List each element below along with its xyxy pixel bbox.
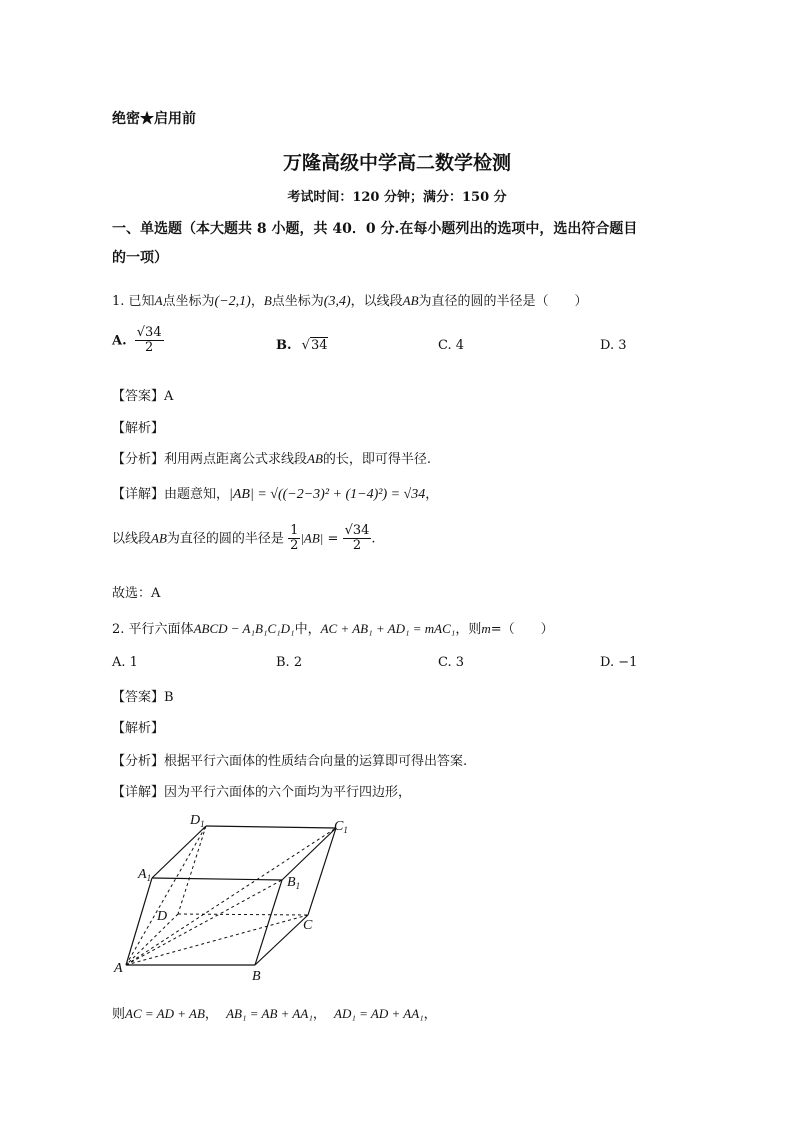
stem-text: ， — [250, 294, 264, 309]
option-label: A. — [112, 333, 127, 349]
confidential-label: 绝密★启用前 — [112, 111, 196, 127]
section-heading-line2: 的一项） — [112, 250, 168, 266]
q2-option-d: D. −1 — [600, 655, 638, 670]
fenxi-part: 的长，即可得半径. — [322, 452, 432, 467]
option-a — [112, 326, 164, 356]
stem-text: 已知 — [128, 294, 155, 309]
label-b1: $B_1$ — [287, 875, 301, 891]
question-number: 2. — [112, 622, 125, 637]
relation-ac: AC = AD + AB — [125, 1006, 205, 1021]
fraction-denominator: 2 — [145, 340, 154, 356]
fenxi-text — [112, 448, 431, 467]
point-a-coords: (−2,1) — [214, 294, 251, 309]
edge-dc — [178, 914, 308, 915]
label-b: B — [252, 969, 261, 984]
relation-ab1: AB₁ = AB + AA₁ — [226, 1006, 313, 1021]
question-1-stem — [112, 290, 588, 310]
section-heading-line1: 一、单选题（本大题共 8 小题，共 40．0 分.在每小题列出的选项中，选出符合题目 — [112, 221, 638, 237]
detail-text — [112, 483, 438, 503]
fraction-denominator: 2 — [290, 538, 299, 554]
answer-label: 【答案】A — [112, 389, 174, 404]
radius-line — [112, 524, 376, 554]
fenxi-part: 【分析】利用两点距离公式求线段 — [112, 452, 308, 467]
option-b: B. √34 — [276, 338, 328, 353]
label-d1: $D_1$ — [190, 813, 205, 829]
variable-m: m — [481, 621, 491, 636]
point-b: B — [263, 293, 272, 308]
page-title: 万隆高级中学高二数学检测 — [282, 152, 511, 174]
analysis-label: 【解析】 — [112, 421, 165, 436]
option-d: D. 3 — [600, 338, 627, 353]
stem-text: ，以线段 — [350, 294, 403, 309]
text: 以线段 — [112, 531, 152, 547]
vector-equation: AC + AB₁ + AD₁ = mAC₁ — [320, 621, 456, 636]
text: ， — [423, 1007, 437, 1022]
question-2-stem — [112, 618, 554, 637]
segment-ab: AB — [307, 451, 323, 466]
stem-text: 点坐标为 — [162, 294, 215, 309]
fraction-numerator: √34 — [344, 523, 370, 538]
option-c: C. 4 — [438, 338, 465, 353]
label-c1: $C_1$ — [334, 819, 348, 835]
segment-ab: AB — [151, 530, 167, 546]
point-b-coords: (3,4) — [323, 294, 351, 309]
sqrt-value: 34 — [310, 338, 328, 353]
stem-text: 平行六面体 — [128, 622, 194, 637]
stem-text: 点坐标为 — [271, 294, 324, 309]
text: 则 — [112, 1007, 126, 1022]
text: ， — [312, 1007, 326, 1022]
parallelepiped-figure — [110, 808, 370, 986]
q2-option-b: B. 2 — [276, 655, 303, 670]
q2-detail-text: 【详解】因为平行六面体的六个面均为平行四边形， — [112, 785, 412, 800]
stem-text: =（ ） — [490, 622, 554, 637]
text: 为直径的圆的半径是 — [166, 531, 284, 547]
q2-option-a: A. 1 — [112, 655, 138, 670]
diag-ac1 — [126, 828, 336, 965]
choose-text: 故选：A — [112, 586, 161, 601]
segment-ab: AB — [402, 293, 419, 308]
label-a: A — [114, 961, 123, 976]
edge-d1a1 — [152, 826, 206, 878]
detail-part: 【详解】由题意知， — [112, 487, 230, 502]
diag-ad1 — [126, 826, 206, 965]
q2-answer-label: 【答案】B — [112, 690, 174, 705]
edge-d1c1 — [206, 826, 336, 828]
label-d: D — [157, 909, 168, 924]
question-number: 1. — [112, 294, 125, 309]
detail-part: ， — [425, 487, 439, 502]
q2-option-c: C. 3 — [438, 655, 465, 670]
label-a1: $A_1$ — [138, 867, 152, 883]
vector-relations — [112, 1003, 437, 1022]
equals: = — [327, 531, 339, 547]
point-a: A — [154, 293, 163, 308]
distance-formula: |AB| = √((−2−3)² + (1−4)²) = √34 — [229, 487, 426, 502]
text: . — [371, 531, 376, 547]
edge-a1b1 — [152, 878, 282, 880]
q2-analysis-label: 【解析】 — [112, 721, 165, 736]
fraction-numerator: 1 — [290, 523, 299, 538]
stem-text: ，则 — [455, 622, 482, 637]
stem-text: 中， — [294, 622, 321, 637]
fraction-denominator: 2 — [352, 538, 362, 554]
solid-name: ABCD − A₁B₁C₁D₁ — [193, 621, 295, 636]
exam-info: 考试时间：120 分钟；满分：150 分 — [287, 190, 507, 205]
fraction-numerator: √34 — [136, 325, 162, 340]
abs-ab: |AB| — [300, 530, 324, 546]
relation-ad1: AD₁ = AD + AA₁ — [334, 1006, 424, 1021]
option-label: B. — [276, 338, 292, 353]
stem-text: 为直径的圆的半径是（ ） — [418, 294, 588, 309]
q2-fenxi-text: 【分析】根据平行六面体的性质结合向量的运算即可得出答案. — [112, 754, 468, 769]
text: ， — [204, 1007, 218, 1022]
label-c: C — [303, 918, 313, 933]
